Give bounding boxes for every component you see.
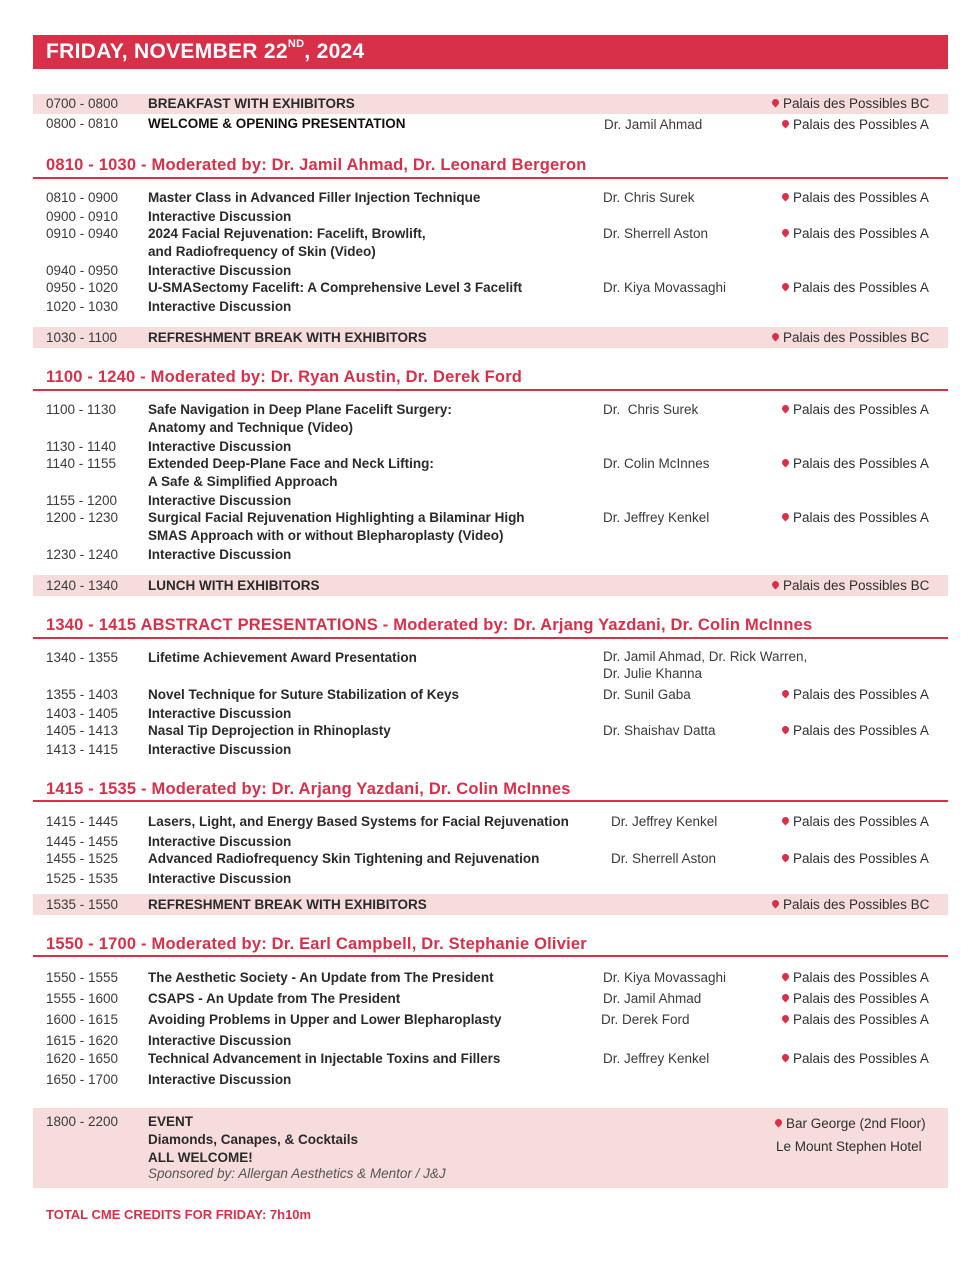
location-pin-icon [781,119,791,129]
session-title: Surgical Facial Rejuvenation Highlighting a Bilaminar High [148,510,525,525]
session-speaker-line2: Dr. Julie Khanna [603,666,703,681]
session-time: 1403 - 1405 [46,706,119,721]
session-time: 0800 - 0810 [46,116,119,131]
session-title: BREAKFAST WITH EXHIBITORS [148,96,355,111]
session-title-line2: and Radiofrequency of Skin (Video) [148,244,376,259]
session-title: 2024 Facial Rejuvenation: Facelift, Browlift, [148,226,426,241]
session-title-line2: SMAS Approach with or without Blepharoplasty (Video) [148,528,504,543]
session-time: 1550 - 1555 [46,970,119,985]
session-time: 1455 - 1525 [46,851,119,866]
event-time: 1800 - 2200 [46,1114,119,1129]
session-time: 0940 - 0950 [46,263,119,278]
section-rule [33,955,948,957]
location-pin-icon [771,580,781,590]
location-pin-icon [781,1053,791,1063]
section-rule [33,800,948,802]
session-title: Avoiding Problems in Upper and Lower Blepharoplasty [148,1012,502,1027]
session-title: Novel Technique for Suture Stabilization of Keys [148,687,460,702]
session-location: Palais des Possibles A [782,1050,929,1068]
section-heading: 1100 - 1240 - Moderated by: Dr. Ryan Austin, Dr. Derek Ford [46,368,523,386]
session-title: Interactive Discussion [148,547,292,562]
location-pin-icon [781,725,791,735]
total-cme-credits: TOTAL CME CREDITS FOR FRIDAY: 7h10m [46,1207,312,1222]
session-location: Palais des Possibles A [782,850,929,868]
session-speaker: Dr. Jamil Ahmad [604,117,703,132]
session-time: 1155 - 1200 [46,493,118,508]
session-speaker: Dr. Colin McInnes [603,456,710,471]
day-banner [33,35,948,69]
session-speaker: Dr. Shaishav Datta [603,723,716,738]
session-time: 1555 - 1600 [46,991,119,1006]
session-location: Palais des Possibles A [782,686,929,704]
location-pin-icon [771,98,781,108]
day-title: FRIDAY, NOVEMBER 22ND, 2024 [46,38,365,63]
location-pin-icon [781,993,791,1003]
section-rule [33,177,948,179]
session-location: Palais des Possibles BC [772,896,929,914]
session-time: 1535 - 1550 [46,897,119,912]
location-pin-icon [781,972,791,982]
session-location: Palais des Possibles A [782,722,929,740]
session-speaker: Dr. Chris Surek [603,402,699,417]
session-time: 0950 - 1020 [46,280,119,295]
session-title: Interactive Discussion [148,871,292,886]
session-title: U-SMASectomy Facelift: A Comprehensive Level 3 Facelift [148,280,523,295]
event-location: Bar George (2nd Floor) [775,1115,926,1133]
event-venue: Le Mount Stephen Hotel [776,1139,922,1154]
session-location: Palais des Possibles A [782,225,929,243]
session-time: 1650 - 1700 [46,1072,119,1087]
session-time: 1130 - 1140 [46,439,117,454]
session-location: Palais des Possibles A [782,813,929,831]
session-title: Master Class in Advanced Filler Injection Technique [148,190,481,205]
session-title: Extended Deep-Plane Face and Neck Lifting: [148,456,434,471]
section-rule [33,637,948,639]
session-title: WELCOME & OPENING PRESENTATION [148,116,406,131]
location-pin-icon [771,332,781,342]
session-title: CSAPS - An Update from The President [148,991,401,1006]
session-time: 1620 - 1650 [46,1051,119,1066]
session-speaker: Dr. Sunil Gaba [603,687,691,702]
session-speaker: Dr. Sherrell Aston [603,226,709,241]
session-speaker: Dr. Jeffrey Kenkel [611,814,718,829]
location-pin-icon [781,816,791,826]
session-time: 1100 - 1130 [46,402,117,417]
session-speaker: Dr. Sherrell Aston [611,851,717,866]
session-title: Interactive Discussion [148,299,292,314]
session-time: 1020 - 1030 [46,299,119,314]
session-title: Advanced Radiofrequency Skin Tightening and Rejuvenation [148,851,540,866]
location-pin-icon [781,458,791,468]
session-location: Palais des Possibles A [782,401,929,419]
session-time: 1355 - 1403 [46,687,119,702]
location-pin-icon [781,404,791,414]
session-time: 1445 - 1455 [46,834,119,849]
session-time: 0700 - 0800 [46,96,119,111]
event-welcome: ALL WELCOME! [148,1150,253,1165]
session-title-line2: Anatomy and Technique (Video) [148,420,354,435]
session-speaker: Dr. Derek Ford [601,1012,690,1027]
section-heading: 0810 - 1030 - Moderated by: Dr. Jamil Ahmad, Dr. Leonard Bergeron [46,156,587,174]
session-time: 1340 - 1355 [46,650,119,665]
session-title: Interactive Discussion [148,439,292,454]
session-speaker: Dr. Jeffrey Kenkel [603,1051,710,1066]
event-subtitle: Diamonds, Canapes, & Cocktails [148,1132,359,1147]
session-title: Interactive Discussion [148,742,292,757]
location-pin-icon [774,1118,784,1128]
session-time: 1413 - 1415 [46,742,119,757]
session-title: Interactive Discussion [148,263,292,278]
session-location: Palais des Possibles A [782,990,929,1008]
session-title: Interactive Discussion [148,1072,292,1087]
location-pin-icon [781,228,791,238]
session-title: LUNCH WITH EXHIBITORS [148,578,320,593]
session-speaker: Dr. Jamil Ahmad [603,991,702,1006]
session-location: Palais des Possibles A [782,969,929,987]
session-title: The Aesthetic Society - An Update from The President [148,970,494,985]
location-pin-icon [781,853,791,863]
event-sponsor: Sponsored by: Allergan Aesthetics & Mentor / J&J [148,1166,446,1181]
session-speaker: Dr. Chris Surek [603,190,695,205]
session-time: 1615 - 1620 [46,1033,119,1048]
session-time: 1200 - 1230 [46,510,119,525]
session-speaker: Dr. Jamil Ahmad, Dr. Rick Warren, [603,649,808,664]
session-location: Palais des Possibles A [782,455,929,473]
session-title: REFRESHMENT BREAK WITH EXHIBITORS [148,897,427,912]
session-time: 1030 - 1100 [46,330,118,345]
session-location: Palais des Possibles BC [772,577,929,595]
session-title: Interactive Discussion [148,493,292,508]
session-title: REFRESHMENT BREAK WITH EXHIBITORS [148,330,427,345]
session-time: 1140 - 1155 [46,456,117,471]
session-title: Interactive Discussion [148,834,292,849]
session-title: Interactive Discussion [148,1033,292,1048]
session-time: 1415 - 1445 [46,814,119,829]
section-heading: 1340 - 1415 ABSTRACT PRESENTATIONS - Moderated by: Dr. Arjang Yazdani, Dr. Colin McInnes [46,616,813,634]
session-location: Palais des Possibles A [782,279,929,297]
location-pin-icon [781,192,791,202]
session-title: Safe Navigation in Deep Plane Facelift Surgery: [148,402,452,417]
session-title: Interactive Discussion [148,706,292,721]
session-time: 0810 - 0900 [46,190,119,205]
session-time: 1600 - 1615 [46,1012,119,1027]
session-title: Interactive Discussion [148,209,292,224]
event-title: EVENT [148,1114,194,1129]
session-location: Palais des Possibles A [782,509,929,527]
session-location: Palais des Possibles BC [772,329,929,347]
session-speaker: Dr. Kiya Movassaghi [603,280,727,295]
session-time: 0900 - 0910 [46,209,119,224]
location-pin-icon [781,512,791,522]
location-pin-icon [781,689,791,699]
session-title: Nasal Tip Deprojection in Rhinoplasty [148,723,391,738]
session-title: Lifetime Achievement Award Presentation [148,650,417,665]
session-location: Palais des Possibles A [782,1011,929,1029]
session-speaker: Dr. Jeffrey Kenkel [603,510,710,525]
session-location: Palais des Possibles A [782,189,929,207]
location-pin-icon [781,1014,791,1024]
session-time: 1240 - 1340 [46,578,119,593]
session-speaker: Dr. Kiya Movassaghi [603,970,727,985]
location-pin-icon [771,899,781,909]
session-time: 0910 - 0940 [46,226,119,241]
session-location: Palais des Possibles A [782,116,929,134]
session-title-line2: A Safe & Simplified Approach [148,474,338,489]
session-time: 1405 - 1413 [46,723,119,738]
section-heading: 1550 - 1700 - Moderated by: Dr. Earl Campbell, Dr. Stephanie Olivier [46,935,587,953]
session-title: Technical Advancement in Injectable Toxins and Fillers [148,1051,501,1066]
session-time: 1230 - 1240 [46,547,119,562]
session-location: Palais des Possibles BC [772,95,929,113]
session-time: 1525 - 1535 [46,871,119,886]
location-pin-icon [781,282,791,292]
section-heading: 1415 - 1535 - Moderated by: Dr. Arjang Yazdani, Dr. Colin McInnes [46,780,571,798]
section-rule [33,389,948,391]
session-title: Lasers, Light, and Energy Based Systems for Facial Rejuvenation [148,814,569,829]
